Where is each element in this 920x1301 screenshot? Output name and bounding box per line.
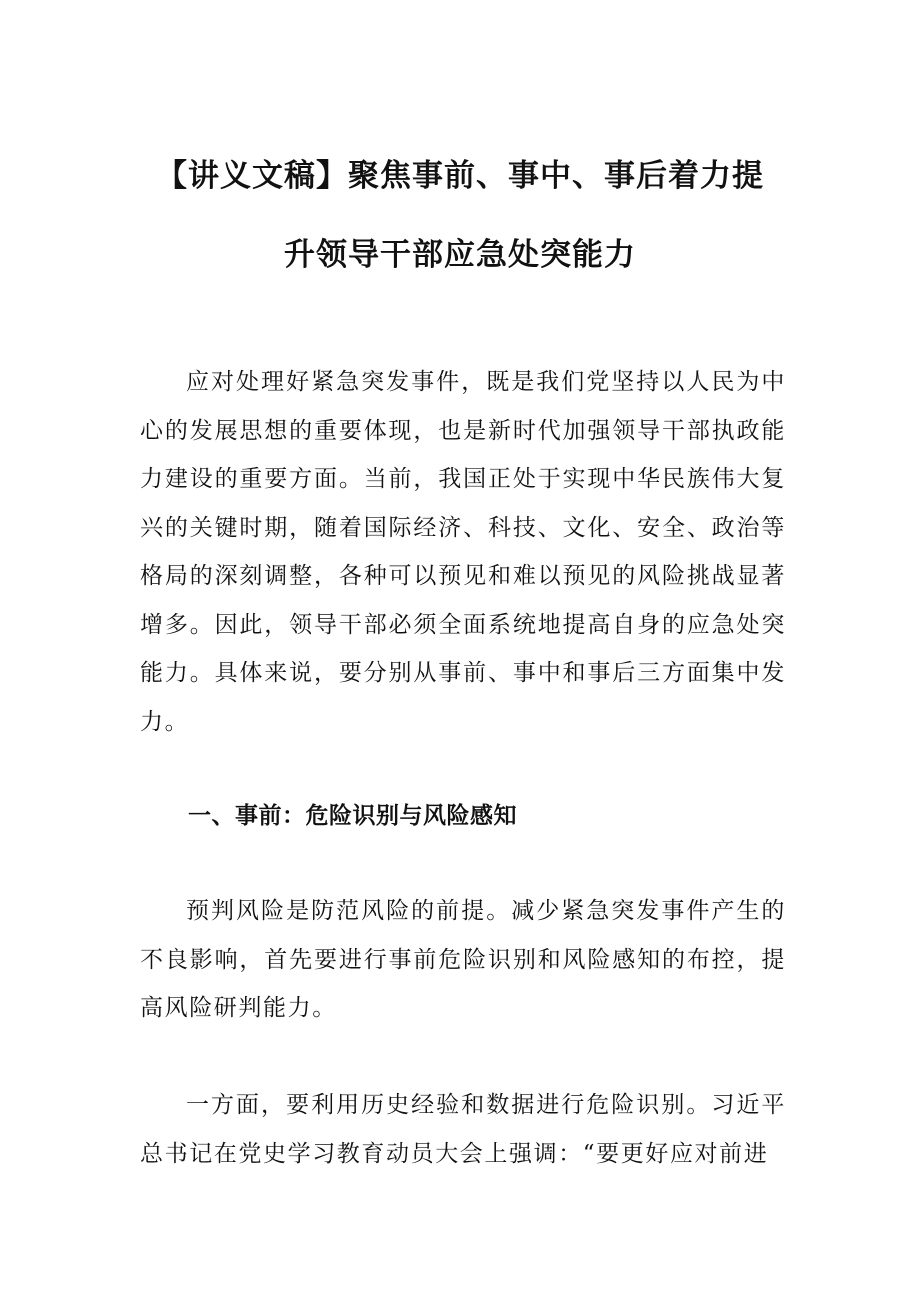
section-heading-1: 一、事前：危险识别与风险感知 bbox=[188, 803, 517, 829]
body-paragraph-history-experience: 一方面，要利用历史经验和数据进行危险识别。习近平总书记在党史学习教育动员大会上强调：“要更好应对前进 bbox=[140, 1092, 786, 1167]
document-title-line-2: 升领导干部应急处突能力 bbox=[284, 237, 636, 273]
body-paragraph-intro: 应对处理好紧急突发事件，既是我们党坚持以人民为中心的发展思想的重要体现，也是新时代加强领导干部执政能力建设的重要方面。当前，我国正处于实现中华民族伟大复兴的关键时期，随着国际经济、科技、文化、安全、政治等格局的深刻调整，各种可以预见和难以预见的风险挑战显著增多。因此，领导干部必须全面系统地提高自身的应急处突能力。具体来说，要分别从事前、事中和事后三方面集中发力。 bbox=[140, 369, 786, 735]
document-title-line-1: 【讲义文稿】聚焦事前、事中、事后着力提 bbox=[156, 158, 764, 194]
body-paragraph-risk-prejudge: 预判风险是防范风险的前提。减少紧急突发事件产生的不良影响，首先要进行事前危险识别和风险感知的布控，提高风险研判能力。 bbox=[140, 898, 786, 1021]
